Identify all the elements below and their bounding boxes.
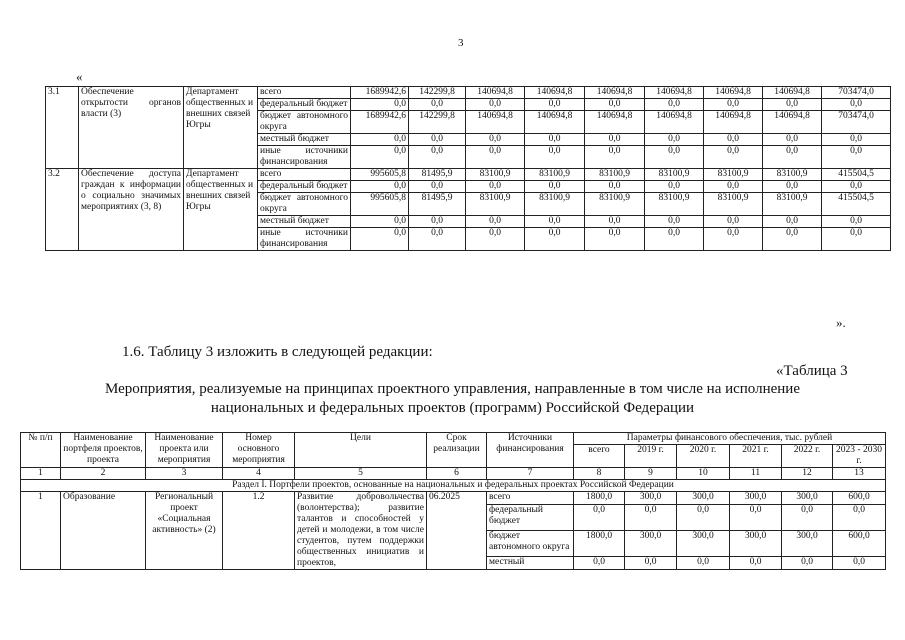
amount-cell: 0,0 [409,228,466,251]
funding-source: бюджет автономного округа [258,193,351,216]
header-num: № п/п [21,433,61,468]
amount-cell: 300,0 [625,492,677,505]
amount-cell: 300,0 [782,530,833,556]
amount-cell: 300,0 [730,492,782,505]
amount-cell: 0,0 [645,134,704,146]
project-name: Региональный проект «Социальная активность» (2) [146,492,223,570]
open-quote: « [76,69,83,84]
funding-source: местный [487,556,574,569]
amount-cell: 1800,0 [574,492,625,505]
amount-cell: 0,0 [525,181,585,193]
amount-cell: 0,0 [763,99,822,111]
event-number: 1.2 [223,492,295,570]
amount-cell: 600,0 [833,530,886,556]
table-row [46,87,891,99]
amount-cell: 83100,9 [704,193,763,216]
column-number: 3 [146,468,223,480]
amount-cell: 0,0 [351,99,409,111]
header-portfolio: Наименование портфеля проектов, проекта [61,433,146,468]
header-params: Параметры финансового обеспечения, тыс. рублей [574,433,886,445]
header-year: 2020 г. [677,445,730,468]
column-number: 5 [295,468,427,480]
amount-cell: 83100,9 [704,169,763,181]
amount-cell: 300,0 [677,492,730,505]
table-title-line1: Мероприятия, реализуемые на принципах проектного управления, направленные в том числе на исполнение [104,381,800,397]
amount-cell: 0,0 [704,146,763,169]
table-title-line2: национальных и федеральных проектов (программ) Российской Федерации [210,400,695,416]
amount-cell: 300,0 [730,530,782,556]
amount-cell: 140694,8 [525,87,585,99]
funding-source: федеральный бюджет [487,505,574,531]
amount-cell: 0,0 [730,556,782,569]
amount-cell: 0,0 [822,216,891,228]
table-continuation [45,86,891,251]
amount-cell: 415504,5 [822,193,891,216]
amount-cell: 0,0 [585,181,645,193]
amount-cell: 0,0 [466,216,525,228]
page-number: 3 [458,37,464,49]
amount-cell: 0,0 [409,99,466,111]
funding-source: федеральный бюджет [258,99,351,111]
amount-cell: 0,0 [585,99,645,111]
amount-cell: 83100,9 [585,169,645,181]
amount-cell: 0,0 [822,134,891,146]
amount-cell: 0,0 [525,99,585,111]
amount-cell: 0,0 [351,228,409,251]
amount-cell: 140694,8 [466,111,525,134]
amount-cell: 1689942,6 [351,87,409,99]
section-title: Раздел I. Портфели проектов, основанные на национальных и федеральных проектах Российской Федерации [21,480,886,492]
column-number: 9 [625,468,677,480]
amount-cell: 140694,8 [645,111,704,134]
funding-source: всего [258,169,351,181]
table-3 [20,432,886,570]
amount-cell: 0,0 [677,505,730,531]
funding-source: федеральный бюджет [258,181,351,193]
amount-cell: 703474,0 [822,111,891,134]
amount-cell: 0,0 [525,134,585,146]
column-number: 7 [487,468,574,480]
column-number: 4 [223,468,295,480]
amount-cell: 83100,9 [763,193,822,216]
amount-cell: 0,0 [645,146,704,169]
amount-cell: 0,0 [645,181,704,193]
amount-cell: 140694,8 [763,111,822,134]
amount-cell: 140694,8 [466,87,525,99]
amount-cell: 0,0 [704,99,763,111]
amount-cell: 0,0 [525,228,585,251]
amount-cell: 0,0 [525,146,585,169]
amount-cell: 0,0 [585,216,645,228]
header-deadline: Срок реализации [427,433,487,468]
column-number: 12 [782,468,833,480]
amount-cell: 1689942,6 [351,111,409,134]
header-sources: Источники финансирования [487,433,574,468]
amount-cell: 83100,9 [466,193,525,216]
amount-cell: 81495,9 [409,169,466,181]
amount-cell: 83100,9 [645,169,704,181]
amount-cell: 0,0 [351,181,409,193]
amount-cell: 703474,0 [822,87,891,99]
amount-cell: 0,0 [585,134,645,146]
amount-cell: 0,0 [833,505,886,531]
amount-cell: 300,0 [625,530,677,556]
amount-cell: 0,0 [822,228,891,251]
portfolio-name: Образование [61,492,146,570]
amount-cell: 0,0 [704,216,763,228]
amount-cell: 415504,5 [822,169,891,181]
row-number: 3.1 [46,87,79,169]
amount-cell: 0,0 [574,505,625,531]
header-goals: Цели [295,433,427,468]
amount-cell: 0,0 [730,505,782,531]
header-year: 2023 - 2030 г. [833,445,886,468]
funding-source: местный бюджет [258,216,351,228]
amount-cell: 0,0 [833,556,886,569]
amount-cell: 0,0 [645,99,704,111]
amount-cell: 0,0 [466,228,525,251]
amount-cell: 0,0 [574,556,625,569]
event-name: Обеспечение доступа граждан к информации о социально значимых мероприятиях (3, 8) [79,169,184,251]
header-year: всего [574,445,625,468]
column-number: 10 [677,468,730,480]
amount-cell: 0,0 [525,216,585,228]
amount-cell: 995605,8 [351,169,409,181]
column-number: 11 [730,468,782,480]
amount-cell: 140694,8 [763,87,822,99]
amount-cell: 0,0 [822,146,891,169]
row-number: 3.2 [46,169,79,251]
responsible-dept: Департамент общественных и внешних связей Югры [184,87,258,169]
funding-source: иные источники финансирования [258,228,351,251]
header-year: 2022 г. [782,445,833,468]
amount-cell: 0,0 [782,505,833,531]
amount-cell: 0,0 [763,146,822,169]
column-number: 8 [574,468,625,480]
amount-cell: 140694,8 [645,87,704,99]
amount-cell: 0,0 [763,181,822,193]
amount-cell: 0,0 [677,556,730,569]
responsible-dept: Департамент общественных и внешних связей Югры [184,169,258,251]
column-number: 1 [21,468,61,480]
header-project: Наименование проекта или мероприятия [146,433,223,468]
amount-cell: 140694,8 [704,111,763,134]
amount-cell: 0,0 [625,505,677,531]
amount-cell: 0,0 [782,556,833,569]
header-event-num: Номер основного мероприятия [223,433,295,468]
deadline-value: 06.2025 [427,492,487,570]
amount-cell: 0,0 [704,228,763,251]
amount-cell: 0,0 [466,146,525,169]
amount-cell: 0,0 [763,216,822,228]
close-quote: ». [836,315,846,330]
table-row [21,492,886,505]
amount-cell: 0,0 [351,146,409,169]
amount-cell: 140694,8 [585,87,645,99]
amount-cell: 0,0 [466,134,525,146]
amount-cell: 83100,9 [645,193,704,216]
amount-cell: 300,0 [782,492,833,505]
instruction-text: 1.6. Таблицу 3 изложить в следующей редакции: [122,344,433,360]
amount-cell: 0,0 [351,216,409,228]
amount-cell: 0,0 [704,181,763,193]
amount-cell: 0,0 [466,99,525,111]
amount-cell: 0,0 [585,146,645,169]
amount-cell: 995605,8 [351,193,409,216]
column-number: 2 [61,468,146,480]
amount-cell: 300,0 [677,530,730,556]
amount-cell: 142299,8 [409,111,466,134]
table-row [46,169,891,181]
amount-cell: 0,0 [409,134,466,146]
goals-text: Развитие добровольчества (волонтерства); развитие талантов и способностей у детей и молодежи, в том числе студентов, путем поддержки общественных инициатив и проектов, [295,492,427,570]
funding-source: всего [487,492,574,505]
event-name: Обеспечение открытости органов власти (3) [79,87,184,169]
amount-cell: 0,0 [409,146,466,169]
amount-cell: 0,0 [763,228,822,251]
amount-cell: 0,0 [409,181,466,193]
amount-cell: 0,0 [645,216,704,228]
amount-cell: 1800,0 [574,530,625,556]
column-number: 13 [833,468,886,480]
amount-cell: 0,0 [704,134,763,146]
header-year: 2019 г. [625,445,677,468]
amount-cell: 83100,9 [466,169,525,181]
amount-cell: 140694,8 [585,111,645,134]
amount-cell: 0,0 [822,99,891,111]
amount-cell: 81495,9 [409,193,466,216]
funding-source: иные источники финансирования [258,146,351,169]
amount-cell: 0,0 [409,216,466,228]
amount-cell: 83100,9 [525,169,585,181]
amount-cell: 140694,8 [525,111,585,134]
funding-source: бюджет автономного округа [487,530,574,556]
funding-source: бюджет автономного округа [258,111,351,134]
amount-cell: 0,0 [351,134,409,146]
amount-cell: 600,0 [833,492,886,505]
funding-source: всего [258,87,351,99]
amount-cell: 0,0 [466,181,525,193]
amount-cell: 0,0 [645,228,704,251]
amount-cell: 83100,9 [763,169,822,181]
table-title [20,380,885,418]
amount-cell: 0,0 [822,181,891,193]
amount-cell: 140694,8 [704,87,763,99]
amount-cell: 0,0 [585,228,645,251]
row-number: 1 [21,492,61,570]
funding-source: местный бюджет [258,134,351,146]
amount-cell: 142299,8 [409,87,466,99]
table-caption: «Таблица 3 [776,363,848,379]
column-number: 6 [427,468,487,480]
amount-cell: 0,0 [763,134,822,146]
amount-cell: 83100,9 [525,193,585,216]
amount-cell: 83100,9 [585,193,645,216]
amount-cell: 0,0 [625,556,677,569]
header-year: 2021 г. [730,445,782,468]
